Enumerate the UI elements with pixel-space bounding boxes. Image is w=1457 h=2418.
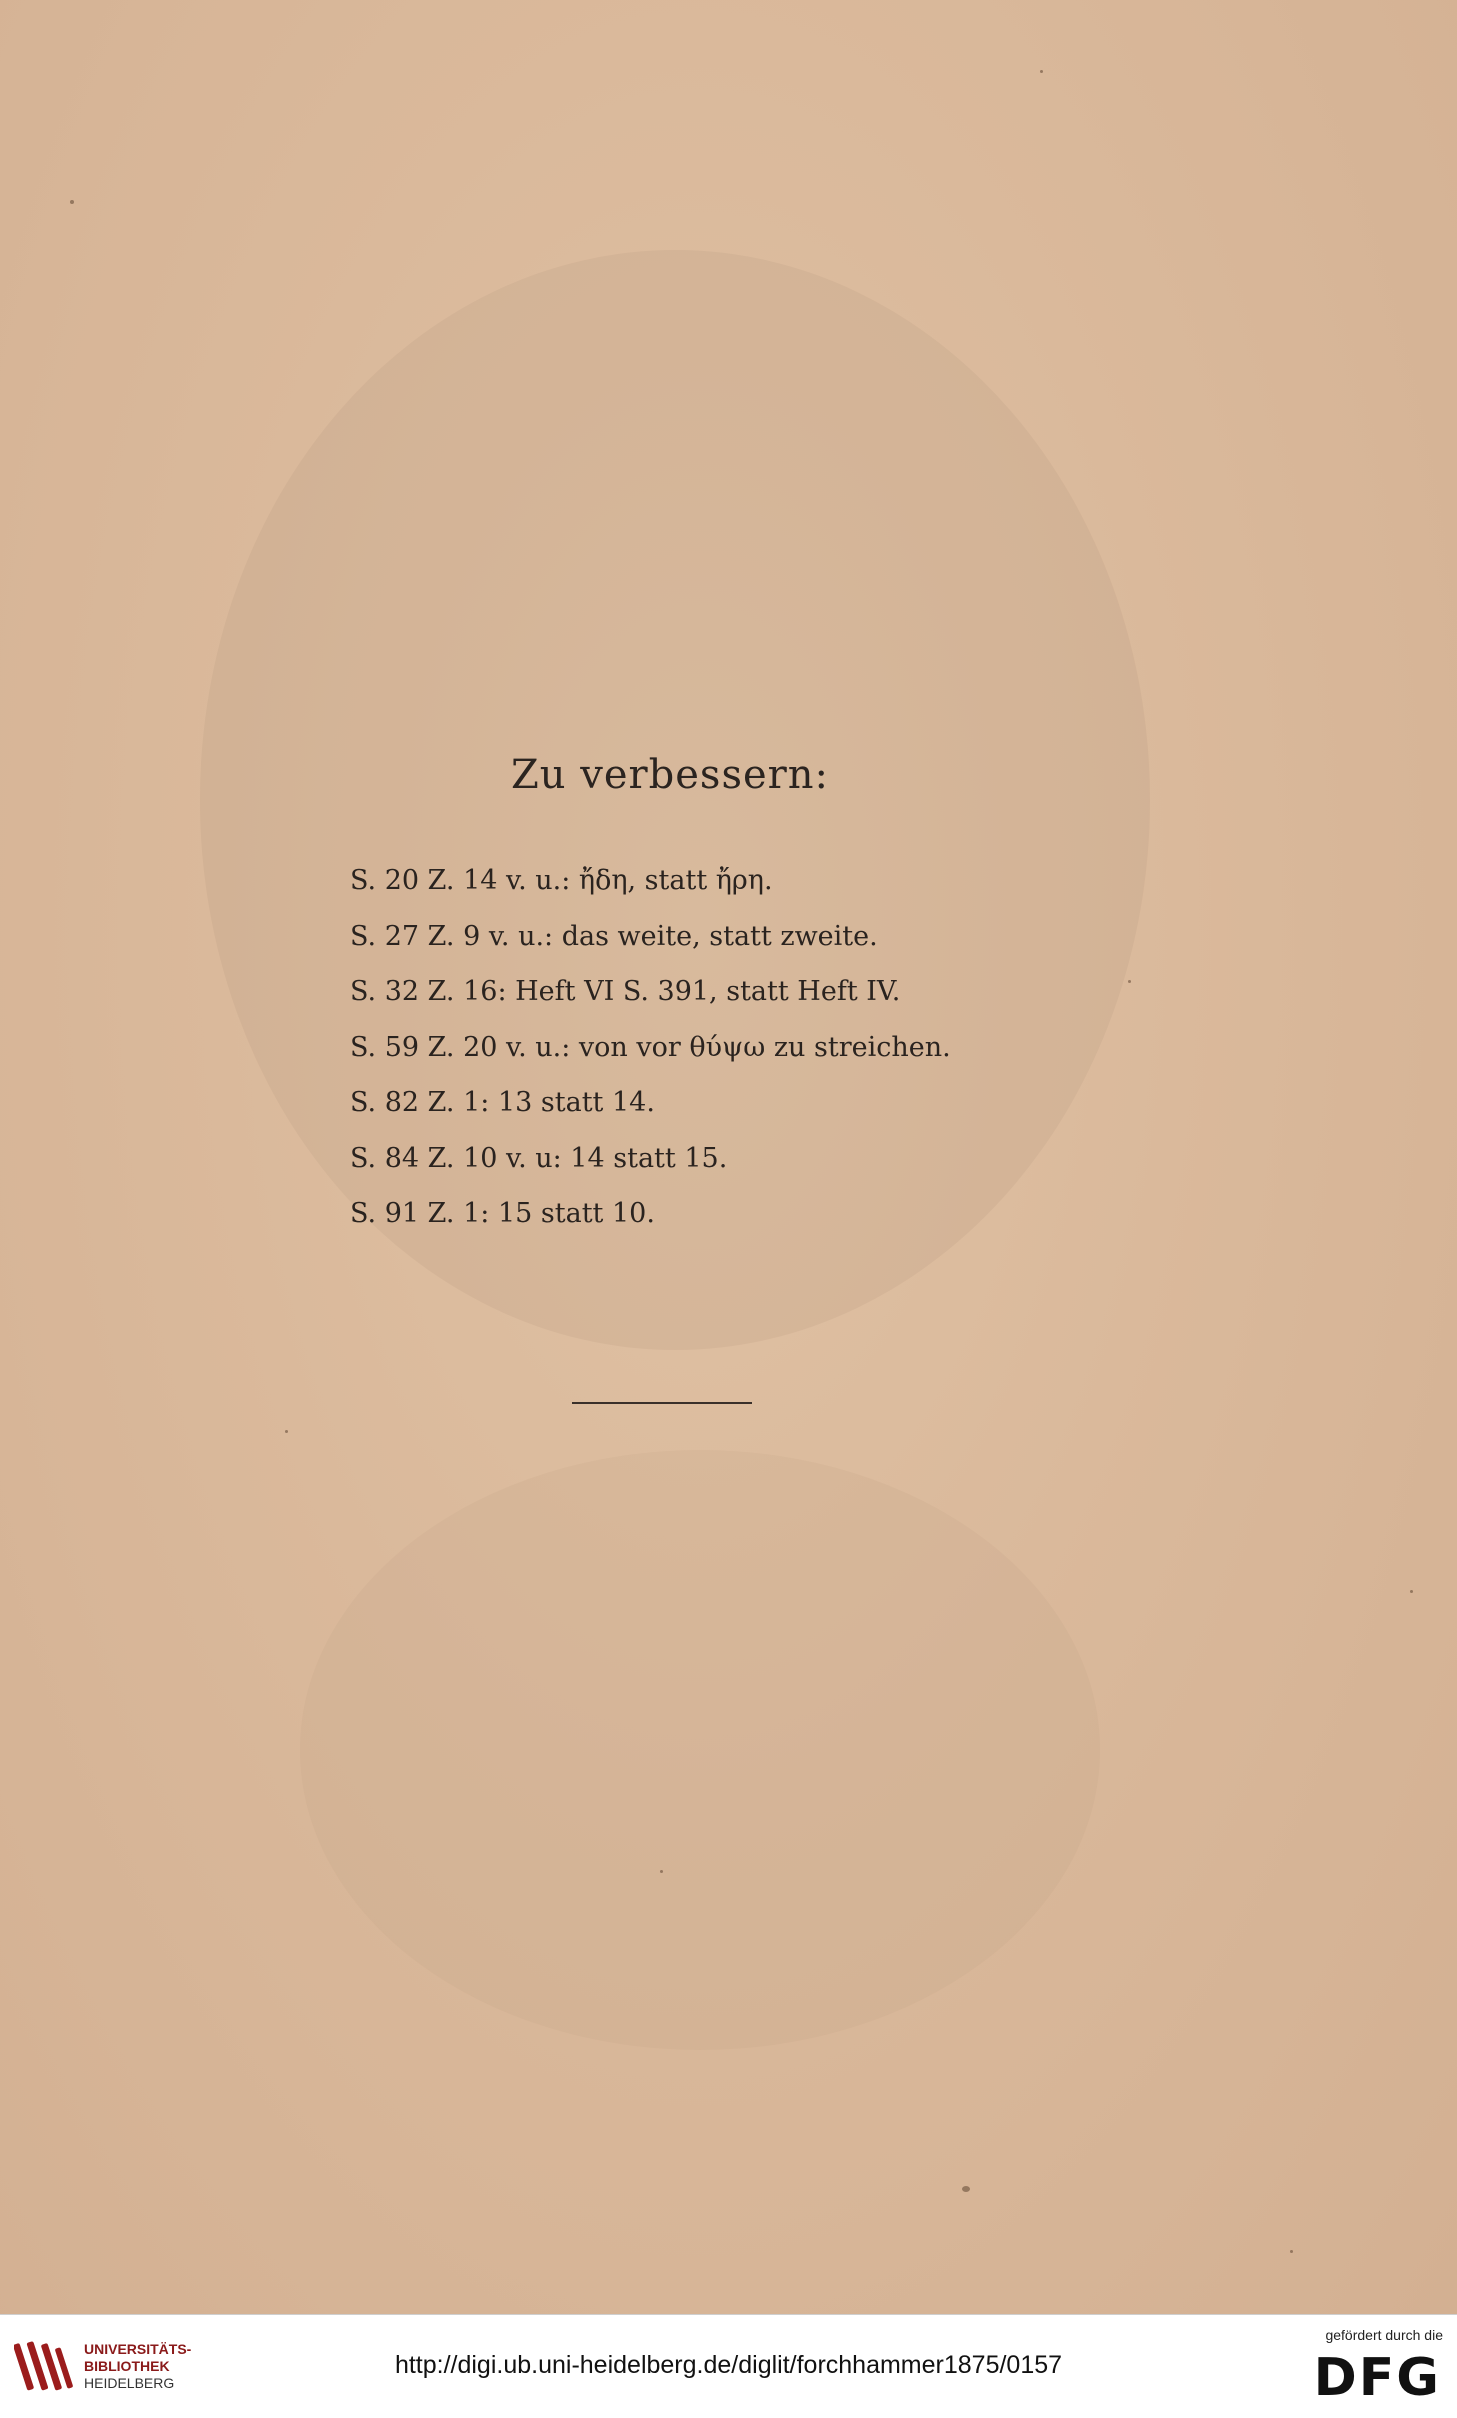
errata-item: S. 59 Z. 20 v. u.: von vor θύψω zu streichen. [350,1031,951,1063]
paper-speck [962,2186,970,2192]
errata-item: S. 91 Z. 1: 15 statt 10. [350,1198,655,1229]
end-rule [572,1402,752,1404]
library-name-line: UNIVERSITÄTS- [84,2341,192,2357]
permalink-url[interactable]: http://digi.ub.uni-heidelberg.de/diglit/forchhammer1875/0157 [394,2351,1063,2379]
funder-logo[interactable]: DFG [1313,2348,1441,2408]
paper-speck [660,1870,663,1873]
errata-item: S. 27 Z. 9 v. u.: das weite, statt zweite. [350,920,878,952]
funder-label: gefördert durch die [1325,2327,1443,2343]
paper-speck [1290,2250,1293,2253]
errata-item: S. 84 Z. 10 v. u: 14 statt 15. [350,1142,728,1174]
library-name-line: BIBLIOTHEK [84,2358,170,2374]
paper-speck [285,1430,288,1433]
paper-stain [300,1450,1100,2050]
footer-bar [0,2314,1457,2418]
errata-list [350,853,951,1242]
paper-speck [1410,1590,1413,1593]
errata-item: S. 32 Z. 16: Heft VI S. 391, statt Heft IV. [350,976,901,1007]
library-name-line: HEIDELBERG [84,2375,175,2391]
errata-item: S. 82 Z. 1: 13 statt 14. [350,1087,655,1118]
errata-item: S. 20 Z. 14 v. u.: ἤδη, statt ἤρη. [350,865,773,896]
paper-speck [1040,70,1043,73]
paper-speck [1128,980,1131,983]
paper-speck [70,200,74,204]
page-heading: Zu verbessern: [510,752,830,798]
